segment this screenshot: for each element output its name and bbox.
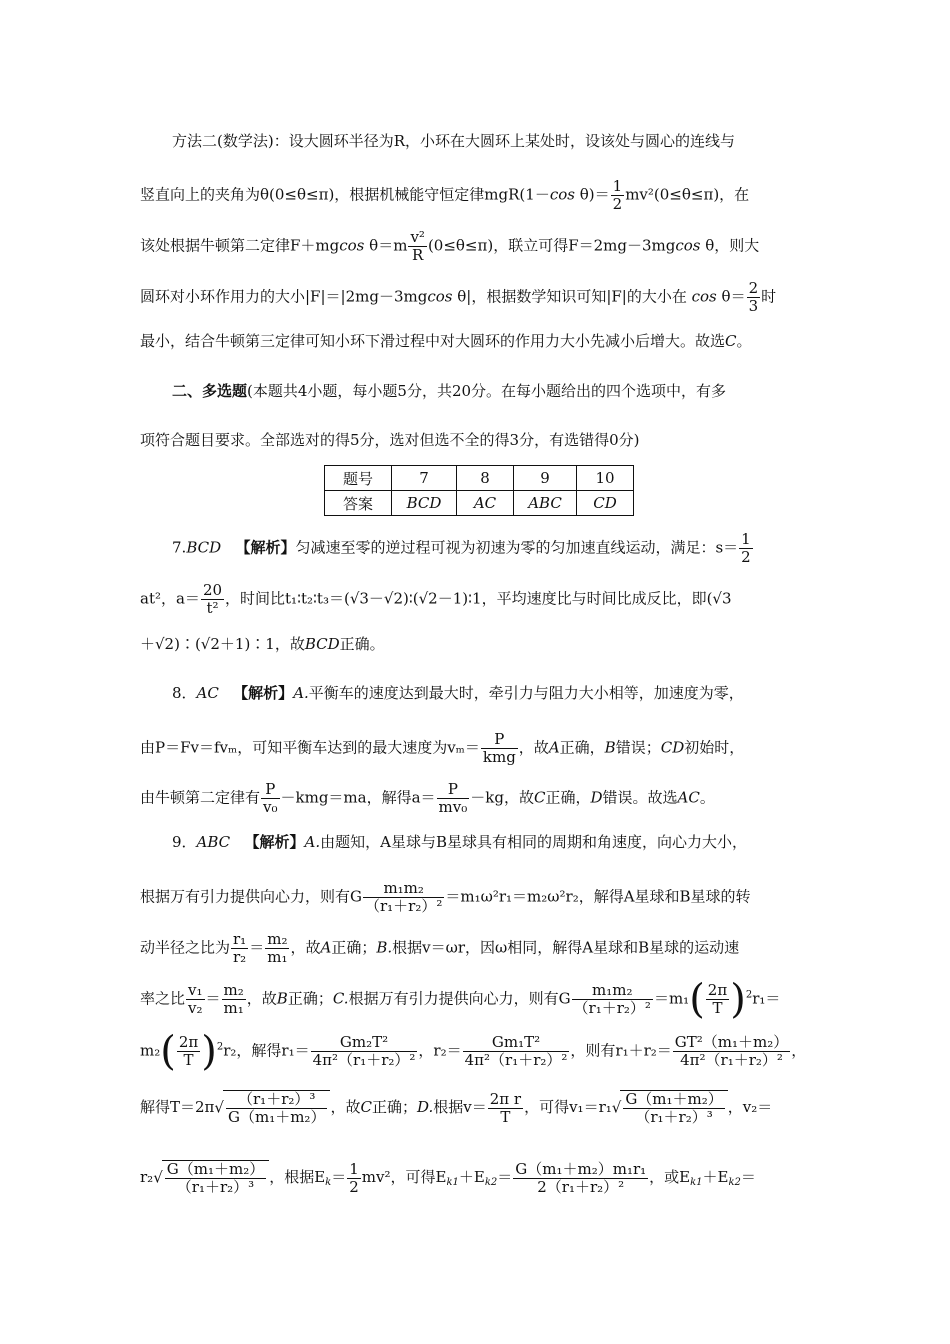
fraction-gravity: $\frac{\text{m₁m₂}}{\text{（r₁＋r₂）²}}$: [364, 879, 443, 915]
table-cell: ABC: [514, 491, 577, 516]
table-row: [325, 466, 634, 491]
q8-line1: 8．AC 【解析】A.平衡车的速度达到最大时，牵引力与阻力大小相等，加速度为零，: [172, 684, 744, 702]
q9-line3: 动半径之比为 $\frac{\text{r₁}}{\text{r₂}}$ ＝ $\frac{\text{m₂}}{\text{m₁}}$ ，故A正确；B.根据v＝ωr，因ω相同，解得A星球和B星球的运动速: [140, 930, 740, 966]
q9-line4: 率之比 $\frac{\text{v₁}}{\text{v₂}}$ ＝ $\frac{\text{m₂}}{\text{m₁}}$ ，故B正确；C.根据万有引力提供向心力，则有G $\frac{\text{m₁m₂}}{\text{（r₁＋r₂）²}}$ ＝m₁( $\frac{2\pi}{T}$ )$^2$r₁＝: [140, 976, 781, 1023]
fraction-2pir-over-T: $\frac{\text{2π r}}{T}$: [489, 1089, 522, 1126]
q7-line3: ＋√2)∶(√2＋1)∶1，故BCD正确。: [140, 635, 385, 653]
fraction-m2-over-m1: $\frac{\text{m₂}}{\text{m₁}}$: [267, 930, 288, 966]
table-cell: 题号: [325, 466, 392, 491]
fraction-r1-over-r2: $\frac{\text{r₁}}{\text{r₂}}$: [233, 930, 247, 966]
q9-line7: r₂√ $\frac{\text{G（m₁＋m₂）}}{\text{（r₁＋r₂）³}}$ ，根据$E_k=$ $\frac{1}{2}$ mv²，可得$E_{k1}+E_{k2}=$ $\frac{\text{G（m₁＋m₂）m₁r₁}}{\text{2（r₁＋r₂）²}}$ ，或$E_{k1}+E_{k2}=$: [140, 1159, 756, 1196]
table-cell: CD: [577, 491, 634, 516]
method2-line5: 最小，结合牛顿第三定律可知小环下滑过程中对大圆环的作用力大小先减小后增大。故选C。: [140, 332, 752, 350]
table-cell: AC: [457, 491, 514, 516]
fraction-P-over-kmg: P kmg: [482, 730, 516, 766]
method2-line4: 圆环对小环作用力的大小|F|＝|2mg－3mgcos θ|，根据数学知识可知|F|的大小在 cos θ＝ $\frac{2}{3}$ 时: [140, 279, 777, 315]
fraction-r-sum: $\frac{\text{GT²（m₁＋m₂）}}{\text{4π²（r₁＋r₂）²}}$: [674, 1033, 789, 1069]
fraction-v1-over-v2: $\frac{\text{v₁}}{\text{v₂}}$: [188, 981, 203, 1017]
table-cell: 答案: [325, 491, 392, 516]
section2-line2: 项符合题目要求。全部选对的得5分，选对但选不全的得3分，有选错得0分): [140, 431, 640, 449]
table-cell: 9: [514, 466, 577, 491]
section2-heading: 二、多选题: [172, 382, 248, 400]
fraction-half: $\frac{1}{2}$: [741, 530, 751, 566]
q9-line1: 9．ABC 【解析】A.由题知，A星球与B星球具有相同的周期和角速度，向心力大小，: [172, 833, 747, 851]
method2-line2: 竖直向上的夹角为θ(0≤θ≤π)，根据机械能守恒定律mgR(1－cos θ)＝ $\frac{1}{2}$ mv²(0≤θ≤π)，在: [140, 177, 750, 213]
fraction-2pi-over-T: $\frac{2\pi}{T}$: [178, 1033, 199, 1069]
fraction-kinetic-energy: $\frac{\text{G（m₁＋m₂）m₁r₁}}{\text{2（r₁＋r₂）²}}$: [515, 1159, 647, 1196]
sqrt-v1: √ $\frac{\text{G（m₁＋m₂）}}{\text{（r₁＋r₂）³}}$: [612, 1090, 728, 1126]
q9-line5: m₂( $\frac{2\pi}{T}$ )$^2$r₂，解得r₁＝ $\frac{\text{Gm₂T²}}{\text{4π²（r₁＋r₂）²}}$ ，r₂＝ $\frac{\text{Gm₁T²}}{\text{4π²（r₁＋r₂）²}}$ ，则有r₁＋r₂＝ $\frac{\text{GT²（m₁＋m₂）}}{\text{4π²（r₁＋r₂）²}}$ ，: [140, 1028, 807, 1075]
q7-line1: 7.BCD 【解析】匀减速至零的逆过程可视为初速为零的匀加速直线运动，满足：s＝ $\frac{1}{2}$: [172, 530, 751, 566]
fraction-half: $\frac{1}{2}$: [349, 1159, 359, 1196]
table-cell: 7: [392, 466, 457, 491]
fraction-m2-over-m1: $\frac{\text{m₂}}{\text{m₁}}$: [223, 981, 244, 1017]
answer-table: [324, 465, 634, 516]
table-cell: BCD: [392, 491, 457, 516]
sqrt-v2: √ $\frac{\text{G（m₁＋m₂）}}{\text{（r₁＋r₂）³}}$: [153, 1160, 269, 1196]
fraction-v2-over-R: $\frac{\text{v²}}{R}$: [410, 228, 425, 264]
q7-line2: at²，a＝ $\frac{20}{\text{t²}}$ ，时间比t₁∶t₂∶t₃＝(√3－√2)∶(√2－1)∶1，平均速度比与时间比成反比，即(√3: [140, 581, 732, 617]
method2-line3: 该处根据牛顿第二定律F＋mgcos θ＝m $\frac{\text{v²}}{R}$ (0≤θ≤π)，联立可得F＝2mg－3mgcos θ，则大: [140, 228, 760, 264]
fraction-r1-solution: $\frac{\text{Gm₂T²}}{\text{4π²（r₁＋r₂）²}}$: [312, 1033, 416, 1069]
table-cell: 10: [577, 466, 634, 491]
table-cell: 8: [457, 466, 514, 491]
fraction-2pi-over-T: $\frac{2\pi}{T}$: [707, 981, 728, 1017]
section2-heading-line: 二、多选题(本题共4小题，每小题5分，共20分。在每小题给出的四个选项中，有多: [172, 382, 727, 400]
q9-line6: 解得T＝2π√ $\frac{\text{（r₁＋r₂）³}}{\text{G（m₁＋m₂）}}$ ，故C正确；D.根据v＝ $\frac{\text{2π r}}{T}$ ，可得v₁＝r₁√ $\frac{\text{G（m₁＋m₂）}}{\text{（r₁＋r₂）³}}$ ，v₂＝: [140, 1089, 773, 1126]
fraction-20-over-t2: $\frac{20}{\text{t²}}$: [202, 581, 223, 617]
method2-line1: 方法二(数学法)：设大圆环半径为R，小环在大圆环上某处时，设该处与圆心的连线与: [172, 132, 736, 150]
fraction-two-thirds: $\frac{2}{3}$: [748, 279, 759, 315]
q8-line3: 由牛顿第二定律有 $\frac{P}{\text{v₀}}$ －kmg＝ma，解得a＝ $\frac{P}{\text{mv₀}}$ －kg，故C正确，D错误。故选AC。: [140, 780, 715, 816]
fraction-gravity: $\frac{\text{m₁m₂}}{\text{（r₁＋r₂）²}}$: [573, 981, 651, 1017]
sqrt-period: √ $\frac{\text{（r₁＋r₂）³}}{\text{G（m₁＋m₂）}}$: [214, 1090, 330, 1126]
fraction-P-over-mv0: $\frac{P}{\text{mv₀}}$: [438, 780, 468, 816]
table-row: [325, 491, 634, 516]
fraction-r2-solution: $\frac{\text{Gm₁T²}}{\text{4π²（r₁＋r₂）²}}$: [464, 1033, 568, 1069]
fraction-half: $\frac{1}{2}$: [612, 177, 623, 213]
fraction-P-over-v0: $\frac{P}{\text{v₀}}$: [263, 780, 278, 816]
q9-line2: 根据万有引力提供向心力，则有G $\frac{\text{m₁m₂}}{\text{（r₁＋r₂）²}}$ ＝m₁ω²r₁＝m₂ω²r₂，解得A星球和B星球的转: [140, 879, 751, 915]
q8-line2: 由P＝Fv＝fvₘ，可知平衡车达到的最大速度为vₘ＝ P kmg ，故A正确，B错误；CD初始时，: [140, 730, 745, 766]
